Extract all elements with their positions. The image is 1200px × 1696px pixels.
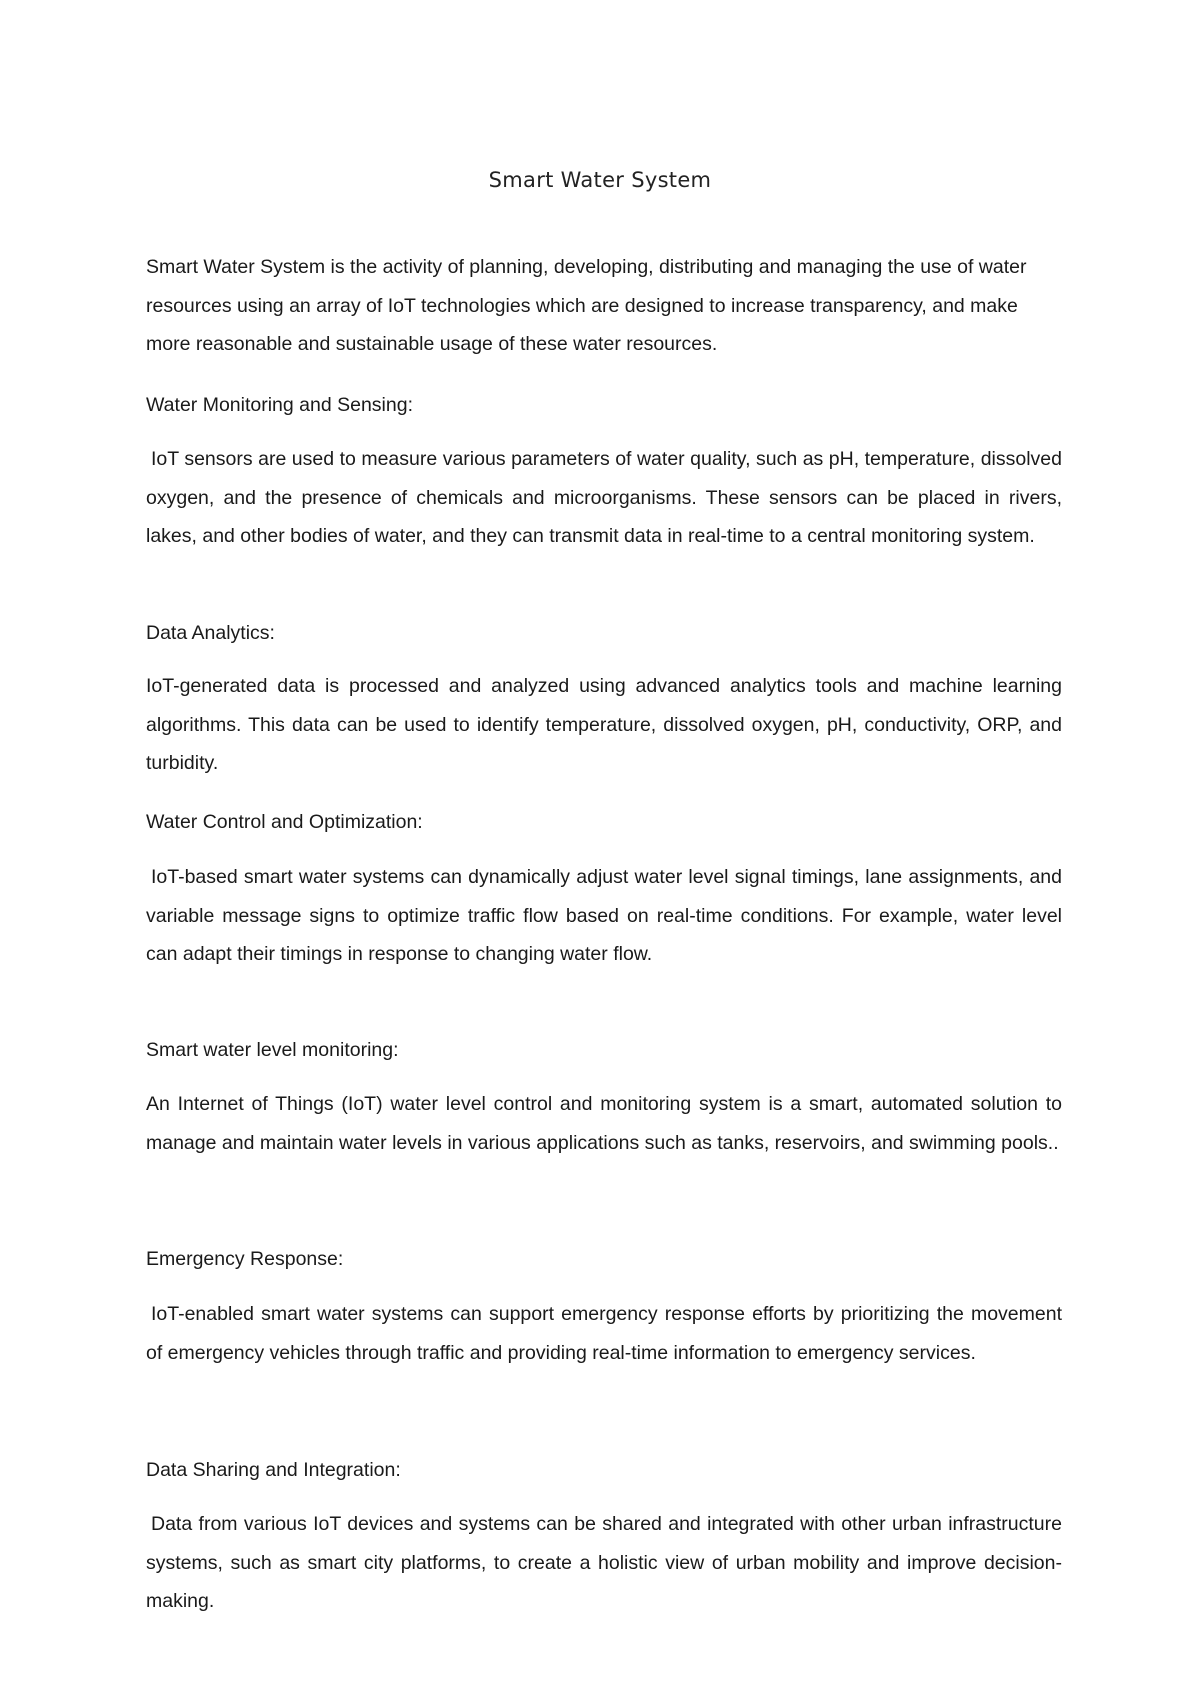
section-body-data-sharing: Data from various IoT devices and systems can be shared and integrated with other urban infrastructure systems, such as smart city platforms, to create a holistic view of urban mobility and improve decision-making.	[146, 1513, 1062, 1612]
section-heading-water-monitoring: Water Monitoring and Sensing:	[146, 394, 414, 416]
intro-paragraph: Smart Water System is the activity of planning, developing, distributing and managing the use of water resources using an array of IoT technologies which are designed to increase transparency, and make more reasonable and sustainable usage of these water resources.	[146, 256, 1027, 355]
section-heading-water-control: Water Control and Optimization:	[146, 811, 423, 833]
section-body-water-level-monitoring: An Internet of Things (IoT) water level control and monitoring system is a smart, automated solution to manage and maintain water levels in various applications such as tanks, reservoirs, and swimming pools..	[146, 1093, 1062, 1154]
document-title: Smart Water System	[488, 168, 712, 192]
section-heading-emergency-response: Emergency Response:	[146, 1248, 344, 1270]
section-body-water-control: IoT-based smart water systems can dynamically adjust water level signal timings, lane assignments, and variable message signs to optimize traffic flow based on real-time conditions. For example, water level can adapt their timings in response to changing water flow.	[146, 866, 1062, 965]
section-body-water-monitoring: IoT sensors are used to measure various parameters of water quality, such as pH, temperature, dissolved oxygen, and the presence of chemicals and microorganisms. These sensors can be placed in rivers, lakes, and other bodies of water, and they can transmit data in real-time to a central monitoring system.	[146, 448, 1062, 547]
section-heading-data-sharing: Data Sharing and Integration:	[146, 1459, 401, 1481]
section-body-data-analytics: IoT-generated data is processed and analyzed using advanced analytics tools and machine learning algorithms. This data can be used to identify temperature, dissolved oxygen, pH, conductivity, ORP, and turbidity.	[146, 675, 1062, 774]
section-heading-water-level-monitoring: Smart water level monitoring:	[146, 1039, 399, 1061]
section-body-emergency-response: IoT-enabled smart water systems can support emergency response efforts by prioritizing the movement of emergency vehicles through traffic and providing real-time information to emergency services.	[146, 1303, 1062, 1364]
section-heading-data-analytics: Data Analytics:	[146, 622, 275, 644]
